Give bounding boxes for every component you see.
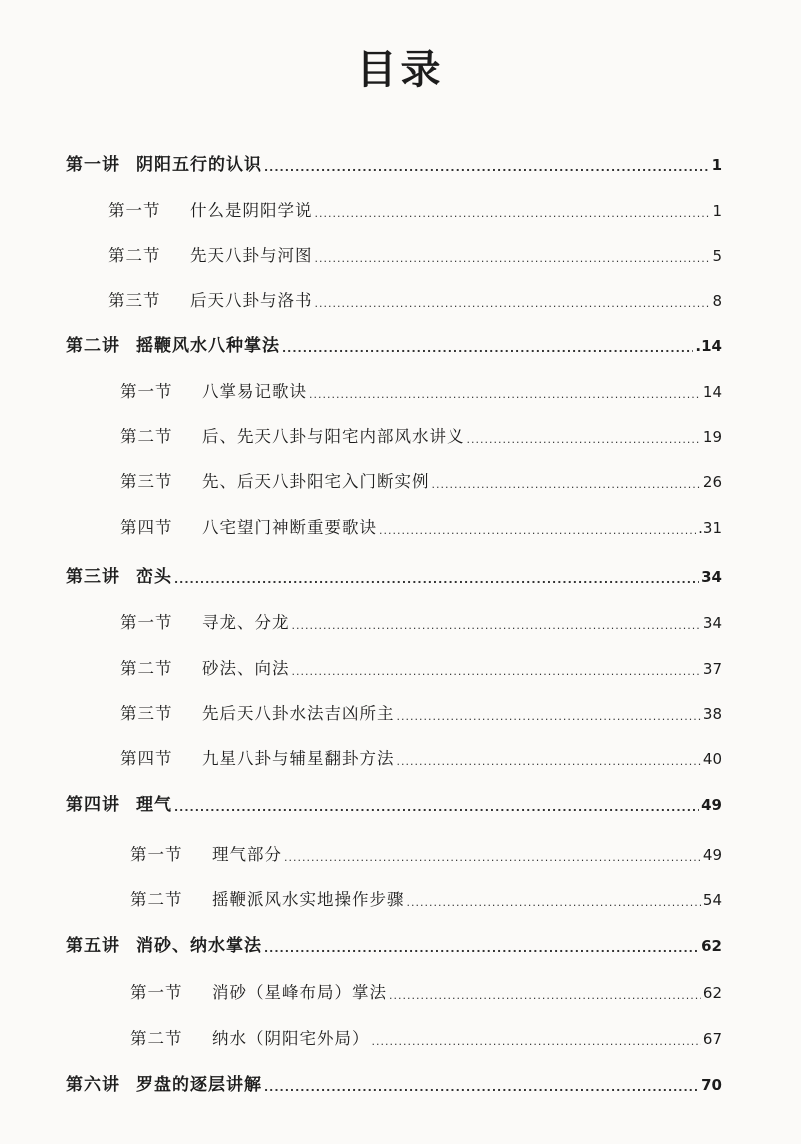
toc-page-number: 62 bbox=[701, 937, 722, 955]
toc-entry-number: 第一节 bbox=[108, 201, 161, 220]
toc-section-row[interactable] bbox=[120, 379, 722, 405]
toc-page-number: 37 bbox=[702, 660, 722, 678]
toc-section-row[interactable] bbox=[130, 842, 722, 868]
toc-page-number: .14 bbox=[695, 337, 722, 355]
toc-entry-number: 第一节 bbox=[130, 983, 183, 1002]
toc-entry-number: 第四讲 bbox=[66, 795, 120, 815]
toc-entry-number: 第四节 bbox=[120, 518, 173, 537]
toc-lecture-row[interactable] bbox=[66, 564, 722, 590]
dot-leader bbox=[315, 204, 711, 224]
dot-leader bbox=[282, 339, 693, 359]
dot-leader bbox=[467, 430, 701, 450]
toc-entry-title: 先天八卦与河图 bbox=[190, 246, 313, 265]
toc-page-number: 40 bbox=[702, 750, 722, 768]
toc-section-row[interactable] bbox=[120, 424, 722, 450]
toc-lecture-row[interactable] bbox=[66, 152, 722, 178]
toc-page-number: 34 bbox=[701, 568, 722, 586]
dot-leader bbox=[315, 294, 711, 314]
toc-entry-title: 后天八卦与洛书 bbox=[190, 291, 313, 310]
toc-section-row[interactable] bbox=[120, 656, 722, 682]
toc-entry-number: 第三节 bbox=[120, 472, 173, 491]
dot-leader bbox=[264, 1078, 699, 1098]
toc-section-row[interactable] bbox=[130, 980, 722, 1006]
toc-page-number: 1 bbox=[712, 202, 722, 220]
toc-section-row[interactable] bbox=[120, 610, 722, 636]
dot-leader bbox=[389, 986, 701, 1006]
toc-entry-number: 第一节 bbox=[120, 613, 173, 632]
toc-entry-number: 第三讲 bbox=[66, 567, 120, 587]
toc-entry-title: 理气部分 bbox=[212, 845, 282, 864]
dot-leader bbox=[397, 752, 701, 772]
toc-section-row[interactable] bbox=[120, 469, 722, 495]
toc-entry-title: 九星八卦与辅星翻卦方法 bbox=[202, 749, 395, 768]
dot-leader bbox=[309, 385, 701, 405]
toc-page-number: 34 bbox=[702, 614, 722, 632]
dot-leader bbox=[397, 707, 701, 727]
toc-section-row[interactable] bbox=[130, 1026, 722, 1052]
toc-entry-number: 第三节 bbox=[108, 291, 161, 310]
dot-leader bbox=[284, 848, 701, 868]
toc-entry-number: 第一节 bbox=[130, 845, 183, 864]
toc-entry-number: 第二节 bbox=[120, 659, 173, 678]
toc-page-number: 62 bbox=[702, 984, 722, 1002]
toc-page-number: 67 bbox=[702, 1030, 722, 1048]
toc-entry-number: 第五讲 bbox=[66, 936, 120, 956]
toc-page-number: 14 bbox=[702, 383, 722, 401]
toc-entry-title: 八掌易记歌诀 bbox=[202, 382, 307, 401]
toc-page-number: 1 bbox=[711, 156, 722, 174]
toc-lecture-row[interactable] bbox=[66, 1072, 722, 1098]
dot-leader bbox=[407, 893, 701, 913]
toc-entry-number: 第六讲 bbox=[66, 1075, 120, 1095]
dot-leader bbox=[292, 616, 701, 636]
toc-entry-title: 八宅望门神断重要歌诀 bbox=[202, 518, 377, 537]
toc-entry-title: 阴阳五行的认识 bbox=[136, 155, 262, 175]
dot-leader bbox=[432, 475, 701, 495]
toc-page-number: .31 bbox=[698, 519, 722, 537]
toc-entry-title: 理气 bbox=[136, 795, 172, 815]
toc-entry-title: 寻龙、分龙 bbox=[202, 613, 290, 632]
toc-entry-title: 什么是阴阳学说 bbox=[190, 201, 313, 220]
toc-lecture-row[interactable] bbox=[66, 933, 722, 959]
toc-entry-number: 第二节 bbox=[130, 1029, 183, 1048]
toc-entry-title: 砂法、向法 bbox=[202, 659, 290, 678]
toc-section-row[interactable] bbox=[120, 515, 722, 541]
toc-section-row[interactable] bbox=[120, 701, 722, 727]
toc-entry-title: 摇鞭派风水实地操作步骤 bbox=[212, 890, 405, 909]
toc-lecture-row[interactable] bbox=[66, 792, 722, 818]
toc-page-number: 70 bbox=[701, 1076, 722, 1094]
toc-entry-number: 第二讲 bbox=[66, 336, 120, 356]
dot-leader bbox=[174, 570, 699, 590]
toc-entry-title: 先、后天八卦阳宅入门断实例 bbox=[202, 472, 430, 491]
dot-leader bbox=[315, 249, 711, 269]
toc-entry-title: 消砂（星峰布局）掌法 bbox=[212, 983, 387, 1002]
dot-leader bbox=[292, 662, 701, 682]
toc-entry-title: 峦头 bbox=[136, 567, 172, 587]
toc-lecture-row[interactable] bbox=[66, 333, 722, 359]
page-title: 目录 bbox=[356, 47, 445, 93]
dot-leader bbox=[264, 939, 699, 959]
dot-leader bbox=[174, 798, 699, 818]
toc-entry-title: 摇鞭风水八种掌法 bbox=[136, 336, 280, 356]
toc-entry-title: 纳水（阴阳宅外局） bbox=[212, 1029, 370, 1048]
toc-entry-number: 第三节 bbox=[120, 704, 173, 723]
toc-section-row[interactable] bbox=[108, 198, 722, 224]
toc-section-row[interactable] bbox=[130, 887, 722, 913]
toc-entry-title: 消砂、纳水掌法 bbox=[136, 936, 262, 956]
dot-leader bbox=[379, 521, 696, 541]
toc-page-number: 8 bbox=[712, 292, 722, 310]
toc-entry-title: 罗盘的逐层讲解 bbox=[136, 1075, 262, 1095]
toc-page-number: 5 bbox=[712, 247, 722, 265]
dot-leader bbox=[264, 158, 710, 178]
toc-page-number: 38 bbox=[702, 705, 722, 723]
dot-leader bbox=[372, 1032, 701, 1052]
toc-section-row[interactable] bbox=[108, 243, 722, 269]
toc-section-row[interactable] bbox=[120, 746, 722, 772]
toc-entry-number: 第四节 bbox=[120, 749, 173, 768]
toc-entry-number: 第二节 bbox=[120, 427, 173, 446]
toc-page-number: 26 bbox=[702, 473, 722, 491]
toc-page-number: 49 bbox=[701, 796, 722, 814]
toc-entry-title: 后、先天八卦与阳宅内部风水讲义 bbox=[202, 427, 465, 446]
toc-entry-number: 第二节 bbox=[108, 246, 161, 265]
toc-entry-number: 第二节 bbox=[130, 890, 183, 909]
toc-entry-number: 第一节 bbox=[120, 382, 173, 401]
toc-section-row[interactable] bbox=[108, 288, 722, 314]
toc-entry-number: 第一讲 bbox=[66, 155, 120, 175]
toc-page-number: 49 bbox=[702, 846, 722, 864]
toc-page-number: 19 bbox=[702, 428, 722, 446]
toc-entry-title: 先后天八卦水法吉凶所主 bbox=[202, 704, 395, 723]
toc-page-number: 54 bbox=[702, 891, 722, 909]
